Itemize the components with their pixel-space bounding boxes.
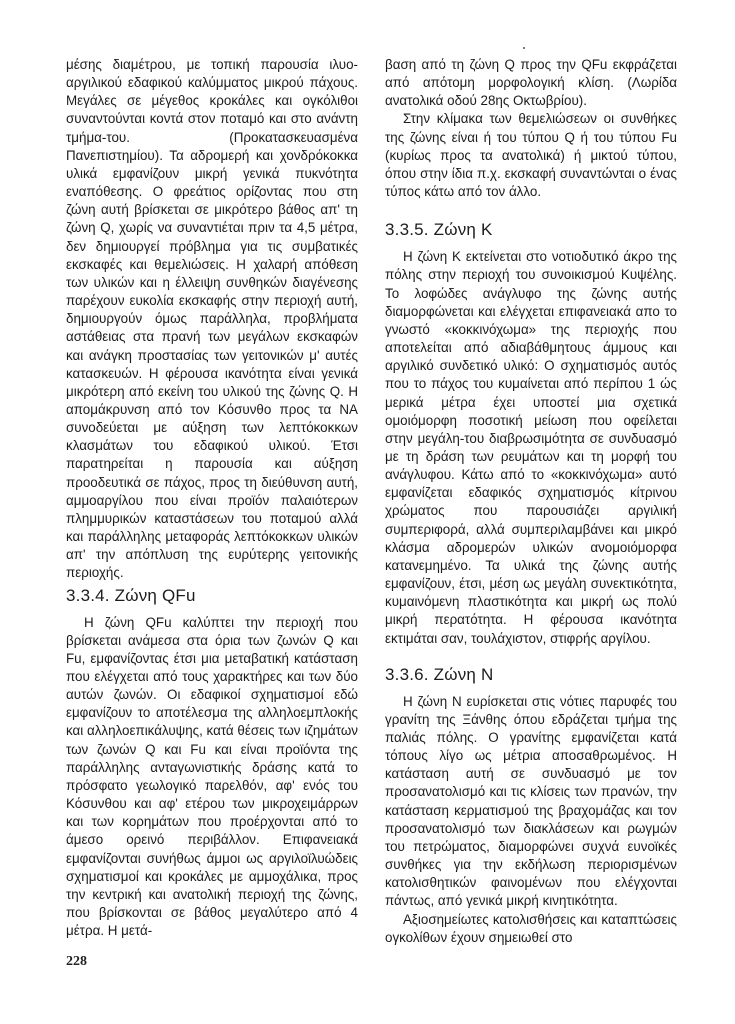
paragraph-continuation-right: βαση από τη ζώνη Q προς την QFu εκφράζεται από απότομη μορφολογική κλίση. (Λωρίδα ανατολικά οδού 28ης Οκτωβρίου).: [385, 57, 677, 109]
paragraph-n-2: Αξιοσημείωτες κατολισθήσεις και καταπτώσεις ογκολίθων έχουν σημειωθεί στο: [385, 911, 677, 945]
paragraph-k: Η ζώνη Κ εκτείνεται στο νοτιοδυτικό άκρο της πόλης στην περιοχή του συνοικισμού Κυψέλης. Το λοφώδες ανάγλυφο της ζώνης αυτής διαμορφώνεται και ελέγχεται επιφανειακά απο το γνωστό «κοκκινόχωμα» της περιοχής που αποτελείται από αδιαβάθμητους άμμους και αργιλικό συνδετικό υλικό: Ο σχηματισμός αυτός που το πάχος του κυμαίνεται από περίπου 1 ώς μερικά μέτρα έχει υποστεί μια σχετικά ομοιόμορφη ποσοτική μείωση που οφείλεται στην μεγάλη-του διαβρωσιμότητα σε συνδυασμό με τη δράση των ρευμάτων και τη μορφή του ανάγλυφου. Κάτω από το «κοκκινόχωμα» αυτό εμφανίζεται εδαφικός σχηματισμός κίτρινου χρώματος που παρουσιάζει αργιλική συμπεριφορά, αλλά συμπεριλαμβάνει και μικρό κλάσμα αδρομερών υλικών ανομοιόμορφα κατανεμημένο. Τα υλικά της ζώνης αυτής εμφανίζουν, έτσι, μέση ως μεγάλη συνεκτικότητα, κυμαινόμενη πλαστικότητα και μικρή ως πολύ μικρή περατότητα. Η φέρουσα ικανότητα εκτιμάται σαν, τουλάχιστον, στιφρής αργίλου.: [385, 249, 677, 646]
right-column: [385, 56, 677, 947]
paragraph-qfu: Η ζώνη QFu καλύπτει την περιοχή που βρίσκεται ανάμεσα στα όρια των ζωνών Q και Fu, εμφανίζοντας έτσι μια μεταβατική κατάσταση που ελέγχεται από τους χαρακτήρες και των δύο αυτών ζωνών. Οι εδαφικοί σχηματισμοί εδώ εμφανίζουν το αποτέλεσμα της αλληλοεμπλοκής και αλληλοεπικάλυψης, κατά θέσεις των ιζημάτων των ζωνών Q και Fu και είναι προϊόντα της παράλληλης ανταγωνιστικής δράσης κατά το πρόσφατο γεωλογικό παρελθόν, αφ' ενός του Κόσυνθου και αφ' ετέρου των μικροχειμάρρων και των κορημάτων που προέρχονται από το άμεσο ορεινό περιβάλλον. Επιφανειακά εμφανίζονται συνήθως άμμοι ως αργιλοϊλυώδεις σχηματισμοί και κροκάλες με αμμοχάλικα, προς την κεντρική και ανατολική περιοχή της ζώνης, που βρίσκονται σε βάθος μεγαλύτερο από 4 μέτρα. Η μετά-: [66, 614, 358, 939]
scan-speck: [523, 47, 525, 49]
paragraph-n: Η ζώνη Ν ευρίσκεται στις νότιες παρυφές του γρανίτη της Ξάνθης όπου εδράζεται τμήμα της παλιάς πόλης. Ο γρανίτης εμφανίζεται κατά τόπους λίγο ως μέτρια αποσαθρωμένος. Η κατάσταση αυτή σε συνδυασμό με τον προσανατολισμό και τις κλίσεις των πρανών, την κατάσταση κερματισμού της βραχομάζας και τον προσανατολισμό των διακλάσεων και ρωγμών του πετρώματος, διαμορφώνει συχνά ευνοϊκές συνθήκες για την εκδήλωση περιορισμένων κατολισθητικών φαινομένων που ελέγχονται πάντως, από γενικά μικρή κινητικότητα.: [385, 693, 677, 909]
page-number: 228: [66, 954, 87, 969]
left-column: [66, 56, 358, 940]
section-heading-n: 3.3.6. Ζώνη Ν: [385, 664, 494, 684]
section-heading-qfu: 3.3.4. Ζώνη QFu: [66, 585, 196, 605]
paragraph-continuation: μέσης διαμέτρου, με τοπική παρουσία ιλυο-αργιλικού εδαφικού καλύμματος μικρού πάχους. Μεγάλες σε μέγεθος κροκάλες και ογκόλιθοι συναντούνται κοντά στον ποταμό και στο ανάντη τμήμα-του. (Προκατασκευασμένα Πανεπιστημίου). Τα αδρομερή και χονδρόκοκκα υλικά εμφανίζουν μικρή γενικά πυκνότητα εναπόθεσης. Ο φρεάτιος ορίζοντας που στη ζώνη αυτή βρίσκεται σε μικρότερο βάθος απ' τη ζώνη Q, χωρίς να συναντιέται πριν τα 4,5 μέτρα, δεν δημιουργεί πρόβλημα για τις συμβατικές εκσκαφές και θεμελιώσεις. Η χαλαρή απόθεση των υλικών και η έλλειψη συνθηκών διαγένεσης παρέχουν ευκολία εκσκαφής στην περιοχή αυτή, δημιουργούν όμως παράλληλα, προβλήματα αστάθειας στα πρανή των μεγάλων εκσκαφών και ανάγκη προστασίας των γειτονικών μ' αυτές κατασκευών. Η φέρουσα ικανότητα είναι γενικά μικρότερη από εκείνη του υλικού της ζώνης Q. Η απομάκρυνση από τον Κόσυνθο προς τα ΝΑ συνοδεύεται με αύξηση των λεπτόκοκκων κλασμάτων του εδαφικού υλικού. Έτσι παρατηρείται η παρουσία και αύξηση προοδευτικά σε πάχος, προς τη διεύθυνση αυτή, αμμοαργίλου που είναι προϊόν παλαιότερων πλημμυρικών καταστάσεων του ποταμού αλλά και παράλληλης μεταφοράς λεπτόκοκκων υλικών απ' την απόπλυση της ευρύτερης γειτονικής περιοχής.: [66, 57, 358, 581]
section-heading-k: 3.3.5. Ζώνη Κ: [385, 220, 493, 240]
paragraph-foundations: Στην κλίμακα των θεμελιώσεων οι συνθήκες της ζώνης είναι ή του τύπου Q ή του τύπου Fu (κυρίως προς τα ανατολικά) ή μικτού τύπου, όπου στην ίδια π.χ. εκσκαφή συναντώνται ο ένας τύπος κάτω από τον άλλο.: [385, 111, 677, 200]
